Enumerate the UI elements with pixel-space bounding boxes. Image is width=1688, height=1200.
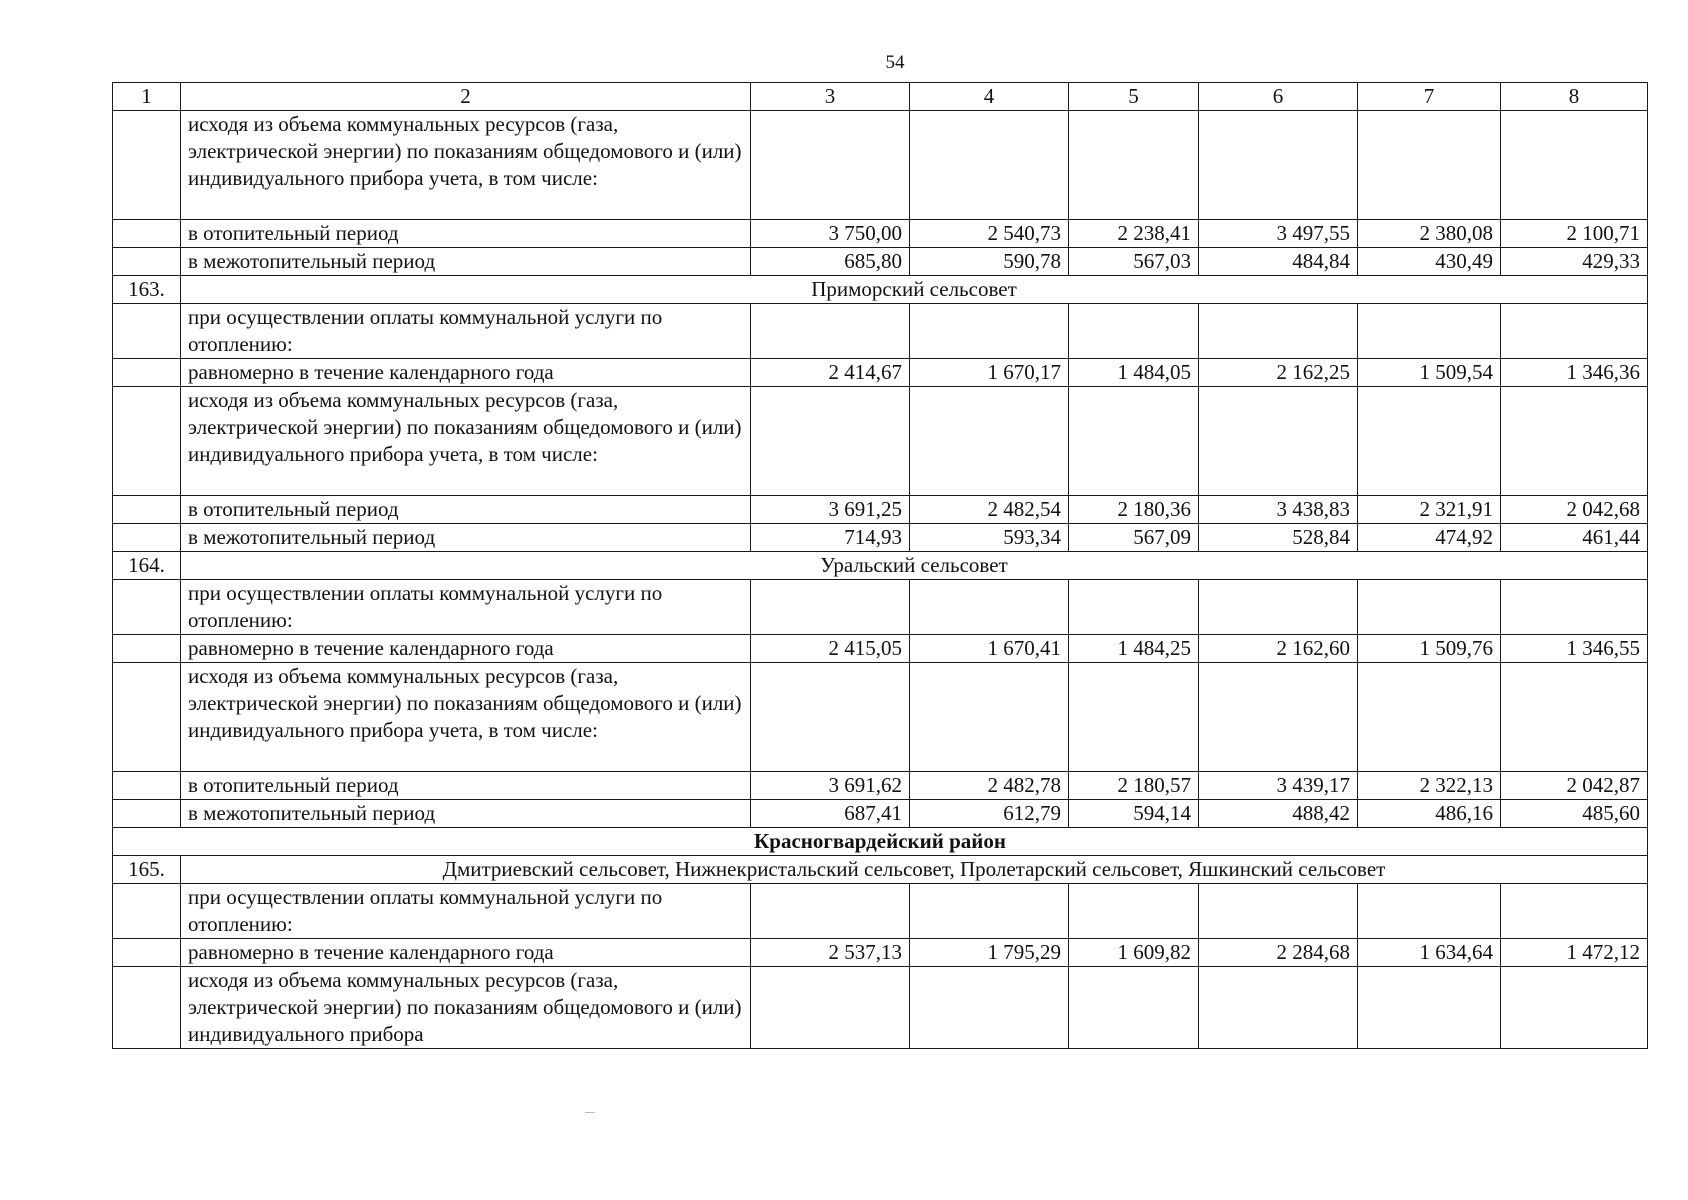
district-title: Красногвардейский район: [113, 828, 1648, 856]
description-row: [113, 663, 1648, 772]
value-cell: 486,16: [1358, 800, 1501, 828]
data-row: [113, 220, 1648, 248]
value-cell: 1 609,82: [1069, 939, 1199, 967]
data-row: [113, 524, 1648, 552]
row-index: [113, 663, 181, 772]
description-row: [113, 884, 1648, 939]
value-cell: 1 484,05: [1069, 359, 1199, 387]
section-row: [113, 276, 1648, 304]
value-cell: 429,33: [1501, 248, 1648, 276]
empty-value-cell: [1358, 304, 1501, 359]
empty-value-cell: [1069, 580, 1199, 635]
value-cell: 461,44: [1501, 524, 1648, 552]
row-description: исходя из объема коммунальных ресурсов (газа, электрической энергии) по показаниям общедомового и (или) индивидуального прибора учета, в том числе:: [181, 387, 751, 496]
value-cell: 3 439,17: [1199, 772, 1358, 800]
value-cell: 2 414,67: [751, 359, 910, 387]
row-description: в межотопительный период: [181, 524, 751, 552]
row-description: в межотопительный период: [181, 800, 751, 828]
row-description: при осуществлении оплаты коммунальной услуги по отоплению:: [181, 304, 751, 359]
header-cell: 6: [1199, 83, 1358, 111]
row-description: равномерно в течение календарного года: [181, 635, 751, 663]
row-description: в межотопительный период: [181, 248, 751, 276]
empty-value-cell: [751, 111, 910, 220]
value-cell: 685,80: [751, 248, 910, 276]
empty-value-cell: [1358, 580, 1501, 635]
row-index: [113, 304, 181, 359]
value-cell: 687,41: [751, 800, 910, 828]
empty-value-cell: [1358, 663, 1501, 772]
empty-value-cell: [910, 387, 1069, 496]
empty-value-cell: [1069, 663, 1199, 772]
value-cell: 1 472,12: [1501, 939, 1648, 967]
empty-value-cell: [1358, 111, 1501, 220]
empty-value-cell: [751, 884, 910, 939]
description-row: [113, 387, 1648, 496]
empty-value-cell: [1501, 304, 1648, 359]
value-cell: 2 284,68: [1199, 939, 1358, 967]
header-cell: 1: [113, 83, 181, 111]
data-row: [113, 939, 1648, 967]
value-cell: 1 634,64: [1358, 939, 1501, 967]
value-cell: 2 415,05: [751, 635, 910, 663]
value-cell: 567,03: [1069, 248, 1199, 276]
empty-value-cell: [1358, 387, 1501, 496]
empty-value-cell: [1501, 111, 1648, 220]
empty-value-cell: [910, 111, 1069, 220]
value-cell: 1 346,36: [1501, 359, 1648, 387]
empty-value-cell: [910, 580, 1069, 635]
empty-value-cell: [1069, 387, 1199, 496]
description-row: [113, 304, 1648, 359]
empty-value-cell: [1501, 967, 1648, 1049]
value-cell: 2 180,57: [1069, 772, 1199, 800]
row-index: 163.: [113, 276, 181, 304]
empty-value-cell: [751, 304, 910, 359]
empty-value-cell: [1199, 111, 1358, 220]
empty-value-cell: [751, 663, 910, 772]
row-index: [113, 496, 181, 524]
value-cell: 2 100,71: [1501, 220, 1648, 248]
empty-value-cell: [910, 967, 1069, 1049]
value-cell: 2 322,13: [1358, 772, 1501, 800]
page-number: 54: [885, 52, 905, 73]
value-cell: 1 670,41: [910, 635, 1069, 663]
value-cell: 2 537,13: [751, 939, 910, 967]
district-row: [113, 828, 1648, 856]
row-description: исходя из объема коммунальных ресурсов (газа, электрической энергии) по показаниям общедомового и (или) индивидуального прибора учета, в том числе:: [181, 111, 751, 220]
value-cell: 2 482,78: [910, 772, 1069, 800]
row-description: в отопительный период: [181, 220, 751, 248]
value-cell: 567,09: [1069, 524, 1199, 552]
value-cell: 3 691,62: [751, 772, 910, 800]
empty-value-cell: [910, 304, 1069, 359]
value-cell: 2 238,41: [1069, 220, 1199, 248]
empty-value-cell: [1069, 304, 1199, 359]
value-cell: 484,84: [1199, 248, 1358, 276]
empty-value-cell: [1358, 884, 1501, 939]
value-cell: 3 497,55: [1199, 220, 1358, 248]
data-row: [113, 359, 1648, 387]
data-row: [113, 635, 1648, 663]
value-cell: 590,78: [910, 248, 1069, 276]
data-row: [113, 772, 1648, 800]
value-cell: 1 795,29: [910, 939, 1069, 967]
header-cell: 5: [1069, 83, 1199, 111]
empty-value-cell: [1199, 663, 1358, 772]
value-cell: 488,42: [1199, 800, 1358, 828]
value-cell: 3 750,00: [751, 220, 910, 248]
section-row: [113, 552, 1648, 580]
empty-value-cell: [751, 967, 910, 1049]
value-cell: 1 670,17: [910, 359, 1069, 387]
empty-value-cell: [1501, 884, 1648, 939]
empty-value-cell: [1501, 580, 1648, 635]
value-cell: 3 438,83: [1199, 496, 1358, 524]
value-cell: 2 162,25: [1199, 359, 1358, 387]
value-cell: 1 484,25: [1069, 635, 1199, 663]
value-cell: 1 509,76: [1358, 635, 1501, 663]
value-cell: 2 482,54: [910, 496, 1069, 524]
row-index: [113, 359, 181, 387]
value-cell: 528,84: [1199, 524, 1358, 552]
row-index: [113, 387, 181, 496]
empty-value-cell: [1501, 663, 1648, 772]
value-cell: 474,92: [1358, 524, 1501, 552]
row-index: [113, 111, 181, 220]
value-cell: 2 042,87: [1501, 772, 1648, 800]
tariff-table: [112, 82, 1648, 1049]
empty-value-cell: [1199, 580, 1358, 635]
row-description: равномерно в течение календарного года: [181, 939, 751, 967]
empty-value-cell: [1358, 967, 1501, 1049]
row-index: [113, 800, 181, 828]
value-cell: 430,49: [1358, 248, 1501, 276]
row-index: [113, 580, 181, 635]
empty-value-cell: [1199, 884, 1358, 939]
description-row: [113, 967, 1648, 1049]
section-title: Уральский сельсовет: [181, 552, 1648, 580]
row-description: при осуществлении оплаты коммунальной услуги по отоплению:: [181, 884, 751, 939]
row-description: исходя из объема коммунальных ресурсов (газа, электрической энергии) по показаниям общедомового и (или) индивидуального прибора учета, в том числе:: [181, 663, 751, 772]
value-cell: 485,60: [1501, 800, 1648, 828]
empty-value-cell: [1199, 387, 1358, 496]
table-body: [113, 83, 1648, 1049]
data-row: [113, 248, 1648, 276]
empty-value-cell: [1069, 967, 1199, 1049]
empty-value-cell: [1501, 387, 1648, 496]
value-cell: 2 180,36: [1069, 496, 1199, 524]
row-description: в отопительный период: [181, 496, 751, 524]
row-description: равномерно в течение календарного года: [181, 359, 751, 387]
value-cell: 2 540,73: [910, 220, 1069, 248]
value-cell: 2 380,08: [1358, 220, 1501, 248]
value-cell: 2 162,60: [1199, 635, 1358, 663]
value-cell: 2 042,68: [1501, 496, 1648, 524]
row-index: [113, 524, 181, 552]
scan-mark: [585, 1112, 595, 1113]
row-index: [113, 939, 181, 967]
row-description: в отопительный период: [181, 772, 751, 800]
row-index: 165.: [113, 856, 181, 884]
row-index: [113, 248, 181, 276]
section-row: [113, 856, 1648, 884]
row-index: [113, 772, 181, 800]
empty-value-cell: [1199, 304, 1358, 359]
empty-value-cell: [751, 580, 910, 635]
value-cell: 612,79: [910, 800, 1069, 828]
header-cell: 4: [910, 83, 1069, 111]
value-cell: 3 691,25: [751, 496, 910, 524]
header-cell: 3: [751, 83, 910, 111]
value-cell: 2 321,91: [1358, 496, 1501, 524]
value-cell: 714,93: [751, 524, 910, 552]
value-cell: 594,14: [1069, 800, 1199, 828]
row-description: при осуществлении оплаты коммунальной услуги по отоплению:: [181, 580, 751, 635]
empty-value-cell: [1069, 111, 1199, 220]
data-row: [113, 800, 1648, 828]
row-index: [113, 220, 181, 248]
section-title: Дмитриевский сельсовет, Нижнекристальский сельсовет, Пролетарский сельсовет, Яшкинский сельсовет: [181, 856, 1648, 884]
empty-value-cell: [910, 884, 1069, 939]
empty-value-cell: [1199, 967, 1358, 1049]
header-cell: 7: [1358, 83, 1501, 111]
row-description: исходя из объема коммунальных ресурсов (газа, электрической энергии) по показаниям общедомового и (или) индивидуального прибора: [181, 967, 751, 1049]
section-title: Приморский сельсовет: [181, 276, 1648, 304]
data-row: [113, 496, 1648, 524]
row-index: [113, 967, 181, 1049]
value-cell: 1 509,54: [1358, 359, 1501, 387]
row-index: 164.: [113, 552, 181, 580]
description-row: [113, 111, 1648, 220]
value-cell: 593,34: [910, 524, 1069, 552]
row-index: [113, 884, 181, 939]
value-cell: 1 346,55: [1501, 635, 1648, 663]
row-index: [113, 635, 181, 663]
header-cell: 2: [181, 83, 751, 111]
description-row: [113, 580, 1648, 635]
header-cell: 8: [1501, 83, 1648, 111]
empty-value-cell: [751, 387, 910, 496]
empty-value-cell: [910, 663, 1069, 772]
empty-value-cell: [1069, 884, 1199, 939]
header-row: [113, 83, 1648, 111]
